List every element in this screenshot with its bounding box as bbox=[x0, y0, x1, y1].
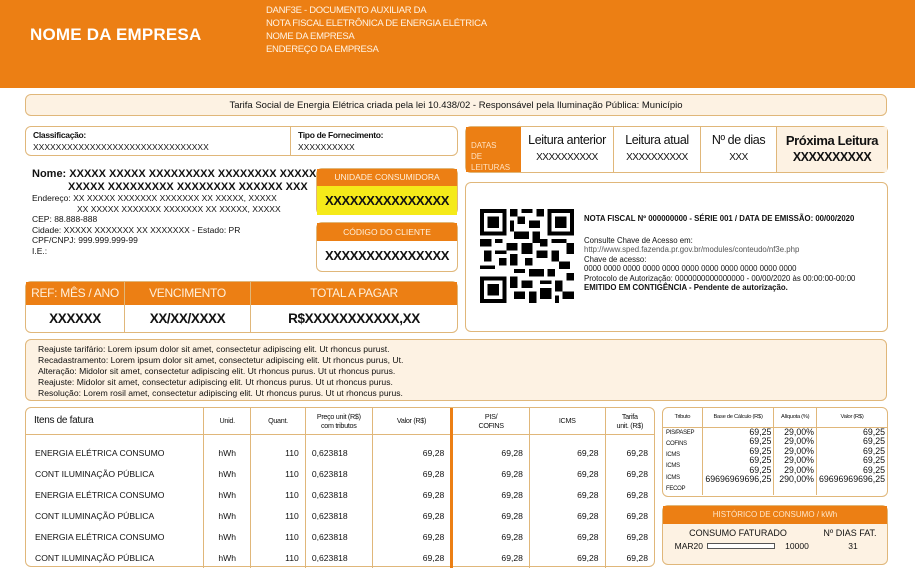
chave-acesso-value: 0000 0000 0000 0000 0000 0000 0000 0000 0000 0000 0000 bbox=[584, 264, 797, 273]
base-values bbox=[702, 427, 774, 495]
nota-fiscal-details bbox=[584, 214, 855, 293]
table-row bbox=[26, 505, 654, 526]
tributo-name: ICMS bbox=[666, 474, 680, 481]
datas-leituras-box bbox=[465, 126, 888, 173]
chave-acesso-label: Chave de acesso: bbox=[584, 254, 647, 264]
valor-value: 69,25 bbox=[862, 436, 885, 446]
itens-header-row bbox=[26, 408, 654, 434]
header-unid: Unid. bbox=[204, 408, 251, 434]
item-tarifa: 69,28 bbox=[626, 510, 648, 521]
ref-mes-ano bbox=[26, 282, 125, 332]
valor-values bbox=[816, 427, 887, 495]
protocolo-autorizacao: Protocolo de Autorização: 0000000000000000 - 00/00/2020 às 00:00:00-00:00 bbox=[584, 273, 856, 283]
qr-code-icon bbox=[480, 208, 574, 304]
spacer-row bbox=[26, 434, 654, 442]
header-preco bbox=[305, 408, 372, 434]
item-quant: 110 bbox=[251, 484, 306, 505]
aliquota-value: 29,00% bbox=[784, 464, 814, 475]
item-desc: ENERGIA ELÉTRICA CONSUMO bbox=[26, 484, 204, 505]
historico-row bbox=[663, 541, 887, 551]
historico-mes: MAR20 bbox=[674, 541, 703, 551]
datas-label-line1: DATAS bbox=[471, 141, 497, 150]
header-pis-l2: COFINS bbox=[478, 420, 504, 430]
item-unid: hWh bbox=[204, 526, 251, 547]
doc-line: NOME DA EMPRESA bbox=[266, 31, 355, 42]
endereco-label: Endereço: bbox=[32, 193, 71, 203]
tipo-fornecimento-value: XXXXXXXXXX bbox=[298, 142, 355, 152]
vencimento-value: XX/XX/XXXX bbox=[149, 311, 226, 326]
table-row bbox=[26, 526, 654, 547]
tipo-fornecimento-cell bbox=[291, 127, 390, 155]
mensagens-box bbox=[25, 339, 887, 401]
itens-fatura-box bbox=[25, 407, 655, 567]
aliquota-values bbox=[774, 427, 817, 495]
nota-fiscal-box bbox=[465, 182, 888, 332]
item-pis-cofins: 69,28 bbox=[452, 463, 530, 484]
historico-subheader bbox=[663, 524, 887, 538]
dias-faturados-label: Nº DIAS FAT. bbox=[823, 528, 877, 538]
item-desc: CONT ILUMINAÇÃO PÚBLICA bbox=[26, 463, 204, 484]
table-row bbox=[26, 442, 654, 463]
table-row bbox=[26, 484, 654, 505]
mensagem-line: Reajuste tarifário: Lorem ipsum dolor sit amet, consectetur adipiscing elit. Ut rhoncus purust. bbox=[38, 344, 390, 354]
item-unid: hWh bbox=[204, 484, 251, 505]
datas-label-line2: DE LEITURAS bbox=[471, 152, 511, 172]
item-preco: 0,623818 bbox=[305, 463, 372, 484]
aliquota-value: 290,00% bbox=[779, 474, 814, 484]
item-tarifa: 69,28 bbox=[626, 447, 648, 458]
proxima-leitura-label: Próxima Leitura bbox=[785, 133, 879, 148]
nota-fiscal-title: NOTA FISCAL Nº 000000000 - SÉRIE 001 / DATA DE EMISSÃO: 00/00/2020 bbox=[584, 214, 855, 223]
consulte-chave-label: Consulte Chave de Acesso em: bbox=[584, 235, 693, 245]
doc-line: NOTA FISCAL ELETRÔNICA DE ENERGIA ELÉTRICA bbox=[266, 18, 487, 29]
item-pis-cofins: 69,28 bbox=[452, 442, 530, 463]
tributo-name: PIS/PASEP bbox=[666, 429, 695, 436]
header-itens: Itens de fatura bbox=[26, 408, 204, 434]
leitura-atual-label: Leitura atual bbox=[625, 133, 689, 147]
unidade-consumidora-label: UNIDADE CONSUMIDORA bbox=[317, 169, 457, 186]
item-quant: 110 bbox=[251, 463, 306, 484]
numero-dias-value: XXX bbox=[729, 152, 748, 163]
item-pis-cofins: 69,28 bbox=[452, 505, 530, 526]
total-a-pagar-value: R$XXXXXXXXXXX,XX bbox=[288, 311, 420, 326]
cep: CEP: 88.888-888 bbox=[32, 214, 98, 224]
item-valor: 69,28 bbox=[372, 505, 452, 526]
historico-dias: 31 bbox=[848, 541, 858, 551]
nome-value: XXXXX XXXXX XXXXXXXXX XXXXXXXX XXXXX bbox=[69, 168, 317, 180]
item-valor: 69,28 bbox=[372, 526, 452, 547]
item-preco: 0,623818 bbox=[305, 547, 372, 568]
item-valor: 69,28 bbox=[372, 484, 452, 505]
header-pis-l1: PIS/ bbox=[484, 411, 498, 421]
proxima-leitura-value: XXXXXXXXXX bbox=[792, 150, 872, 164]
total-a-pagar bbox=[251, 282, 457, 332]
cliente-nome-line1 bbox=[32, 168, 322, 181]
document-info bbox=[266, 4, 487, 56]
base-value: 69,25 bbox=[749, 426, 772, 437]
header-tarifa-l1: Tarifa bbox=[621, 411, 638, 421]
classificacao-cell bbox=[26, 127, 291, 155]
historico-consumo-box bbox=[662, 505, 888, 565]
valor-value: 69696969696,25 bbox=[818, 474, 885, 484]
tributos-header-row bbox=[663, 408, 887, 427]
item-pis-cofins: 69,28 bbox=[452, 526, 530, 547]
base-value: 69,25 bbox=[749, 445, 772, 456]
leitura-atual bbox=[614, 127, 701, 172]
header-tributo: Tributo bbox=[663, 408, 702, 427]
doc-line: DANF3E - DOCUMENTO AUXILIAR DA bbox=[266, 5, 427, 16]
item-icms: 69,28 bbox=[529, 505, 605, 526]
tarifa-social-banner: Tarifa Social de Energia Elétrica criada pela lei 10.438/02 - Responsável pela Iluminação Pública: Município bbox=[25, 94, 887, 116]
base-value: 69,25 bbox=[749, 464, 772, 475]
ref-mes-ano-value: XXXXXX bbox=[49, 311, 101, 326]
valor-value: 69,25 bbox=[862, 455, 885, 465]
endereco-line1 bbox=[32, 193, 322, 204]
header-quant: Quant. bbox=[251, 408, 306, 434]
nome-label: Nome: bbox=[32, 168, 67, 180]
item-quant: 110 bbox=[251, 442, 306, 463]
consumo-bar bbox=[707, 543, 775, 549]
item-tarifa: 69,28 bbox=[626, 552, 648, 563]
ref-mes-ano-label: REF: MÊS / ANO bbox=[26, 282, 124, 305]
pagamento-box bbox=[25, 281, 458, 333]
header-tarifa-l2: unit. (R$) bbox=[616, 420, 644, 430]
table-row bbox=[26, 463, 654, 484]
item-desc: ENERGIA ELÉTRICA CONSUMO bbox=[26, 526, 204, 547]
inscricao-estadual: I.E.: bbox=[32, 245, 48, 256]
aliquota-value: 29,00% bbox=[784, 445, 814, 456]
item-pis-cofins: 69,28 bbox=[452, 484, 530, 505]
consulta-url-link[interactable]: http://www.sped.fazenda.pr.gov.br/modules/conteudo/nf3e.php bbox=[584, 245, 800, 254]
item-tarifa: 69,28 bbox=[626, 489, 648, 500]
item-preco: 0,623818 bbox=[305, 442, 372, 463]
vencimento bbox=[125, 282, 251, 332]
item-icms: 69,28 bbox=[529, 442, 605, 463]
header-preco-l2: com tributos bbox=[320, 420, 357, 430]
endereco-value: XX XXXXX XXXXXXX XXXXXXX XX XXXXX, XXXXX bbox=[73, 193, 277, 203]
item-desc: CONT ILUMINAÇÃO PÚBLICA bbox=[26, 505, 204, 526]
mensagem-line: Recadastramento: Lorem ipsum dolor sit amet, consectetur adipiscing elit. Ut rhoncus purus, Ut. bbox=[38, 355, 404, 365]
tributo-name: COFINS bbox=[666, 440, 687, 447]
historico-consumo: 10000 bbox=[785, 541, 809, 551]
item-pis-cofins: 69,28 bbox=[452, 547, 530, 568]
valor-value: 69,25 bbox=[862, 464, 885, 475]
contingencia-notice: EMITIDO EM CONTIGÊNCIA - Pendente de autorização. bbox=[584, 283, 788, 292]
datas-leituras-label bbox=[466, 127, 521, 172]
codigo-cliente-label: CÓDIGO DO CLIENTE bbox=[317, 223, 457, 241]
leitura-atual-value: XXXXXXXXXX bbox=[626, 152, 688, 163]
item-preco: 0,623818 bbox=[305, 484, 372, 505]
item-quant: 110 bbox=[251, 505, 306, 526]
historico-title: HISTÓRICO DE CONSUMO / kWh bbox=[663, 506, 887, 524]
classificacao-label: Classificação: bbox=[33, 130, 86, 140]
unidade-consumidora-value: XXXXXXXXXXXXXXX bbox=[317, 186, 457, 215]
tributos-table bbox=[663, 408, 887, 495]
consumo-faturado-label: CONSUMO FATURADO bbox=[689, 528, 787, 538]
header-pis-cofins bbox=[452, 408, 530, 434]
header-base-calculo: Base de Cálculo (R$) bbox=[702, 408, 774, 427]
company-name: NOME DA EMPRESA bbox=[30, 25, 202, 44]
item-icms: 69,28 bbox=[529, 526, 605, 547]
item-preco: 0,623818 bbox=[305, 526, 372, 547]
aliquota-value: 29,00% bbox=[784, 426, 814, 437]
leitura-anterior-label: Leitura anterior bbox=[528, 133, 606, 147]
item-unid: hWh bbox=[204, 442, 251, 463]
item-preco: 0,623818 bbox=[305, 505, 372, 526]
aliquota-value: 29,00% bbox=[784, 455, 814, 465]
numero-dias-label: Nº de dias bbox=[711, 133, 766, 147]
item-desc: CONT ILUMINAÇÃO PÚBLICA bbox=[26, 547, 204, 568]
valor-value: 69,25 bbox=[862, 445, 885, 456]
classificacao-box bbox=[25, 126, 458, 156]
unidade-consumidora-box bbox=[316, 168, 458, 215]
header-preco-l1: Preço unit (R$) bbox=[316, 411, 361, 421]
base-value: 69,25 bbox=[749, 436, 772, 446]
header-bar bbox=[0, 0, 915, 88]
item-icms: 69,28 bbox=[529, 547, 605, 568]
cliente-info bbox=[32, 168, 322, 256]
classificacao-value: XXXXXXXXXXXXXXXXXXXXXXXXXXXXXXX bbox=[33, 142, 209, 152]
header-tarifa bbox=[605, 408, 654, 434]
item-valor: 69,28 bbox=[372, 442, 452, 463]
item-tarifa: 69,28 bbox=[626, 468, 648, 479]
tributos-body-row bbox=[663, 427, 887, 495]
codigo-cliente-box bbox=[316, 222, 458, 272]
item-unid: hWh bbox=[204, 547, 251, 568]
table-row bbox=[26, 547, 654, 568]
item-icms: 69,28 bbox=[529, 484, 605, 505]
endereco-line2: XX XXXXX XXXXXXX XXXXXXX XX XXXXX, XXXXX bbox=[77, 203, 281, 214]
cidade: Cidade: XXXXX XXXXXXX XX XXXXXXX - Estado: PR bbox=[32, 224, 241, 235]
total-a-pagar-label: TOTAL A PAGAR bbox=[251, 282, 457, 305]
aliquota-value: 29,00% bbox=[784, 436, 814, 446]
item-tarifa: 69,28 bbox=[626, 531, 648, 542]
cpf-cnpj: CPF/CNPJ: 999.999.999-99 bbox=[32, 235, 138, 245]
base-value: 69696969696,25 bbox=[705, 474, 772, 484]
header-aliquota: Alíquota (%) bbox=[774, 408, 817, 427]
header-valor: Valor (R$) bbox=[816, 408, 887, 427]
itens-fatura-table bbox=[26, 408, 654, 568]
item-valor: 69,28 bbox=[372, 547, 452, 568]
item-valor: 69,28 bbox=[372, 463, 452, 484]
mensagem-line: Reajuste: Midolor sit amet, consectetur adipiscing elit. Ut rhoncus purus. Ut ut rhoncus purus. bbox=[38, 377, 393, 387]
item-quant: 110 bbox=[251, 547, 306, 568]
codigo-cliente-value: XXXXXXXXXXXXXXX bbox=[324, 248, 450, 263]
item-unid: hWh bbox=[204, 463, 251, 484]
tributo-name: ICMS bbox=[666, 463, 680, 470]
mensagem-line: Alteração: Midolor sit amet, consectetur adipiscing elit. Ut rhoncus purus. Ut ut rhoncus purus. bbox=[38, 366, 396, 376]
doc-line: ENDEREÇO DA EMPRESA bbox=[266, 44, 379, 55]
base-value: 69,25 bbox=[749, 455, 772, 465]
tributo-name: ICMS bbox=[666, 452, 680, 459]
tipo-fornecimento-label: Tipo de Fornecimento: bbox=[298, 130, 384, 140]
leitura-anterior-value: XXXXXXXXXX bbox=[536, 152, 598, 163]
vencimento-label: VENCIMENTO bbox=[125, 282, 250, 305]
header-icms: ICMS bbox=[529, 408, 605, 434]
proxima-leitura bbox=[777, 127, 887, 172]
mensagem-line: Resolução: Lorem rosil amet, consectetur adipiscing elit. Ut rhoncus purus. Ut ut rhoncus purus. bbox=[38, 388, 403, 398]
item-icms: 69,28 bbox=[529, 463, 605, 484]
item-desc: ENERGIA ELÉTRICA CONSUMO bbox=[26, 442, 204, 463]
tributo-names bbox=[663, 427, 702, 495]
tributos-box bbox=[662, 407, 888, 497]
leitura-anterior bbox=[521, 127, 614, 172]
header-valor: Valor (R$) bbox=[372, 408, 452, 434]
valor-value: 69,25 bbox=[862, 426, 885, 437]
item-quant: 110 bbox=[251, 526, 306, 547]
tributo-name: FECOP bbox=[666, 485, 686, 492]
cliente-nome-line2: XXXXX XXXXXXXXX XXXXXXXX XXXXXX XXX bbox=[68, 180, 308, 193]
item-unid: hWh bbox=[204, 505, 251, 526]
numero-dias bbox=[701, 127, 777, 172]
